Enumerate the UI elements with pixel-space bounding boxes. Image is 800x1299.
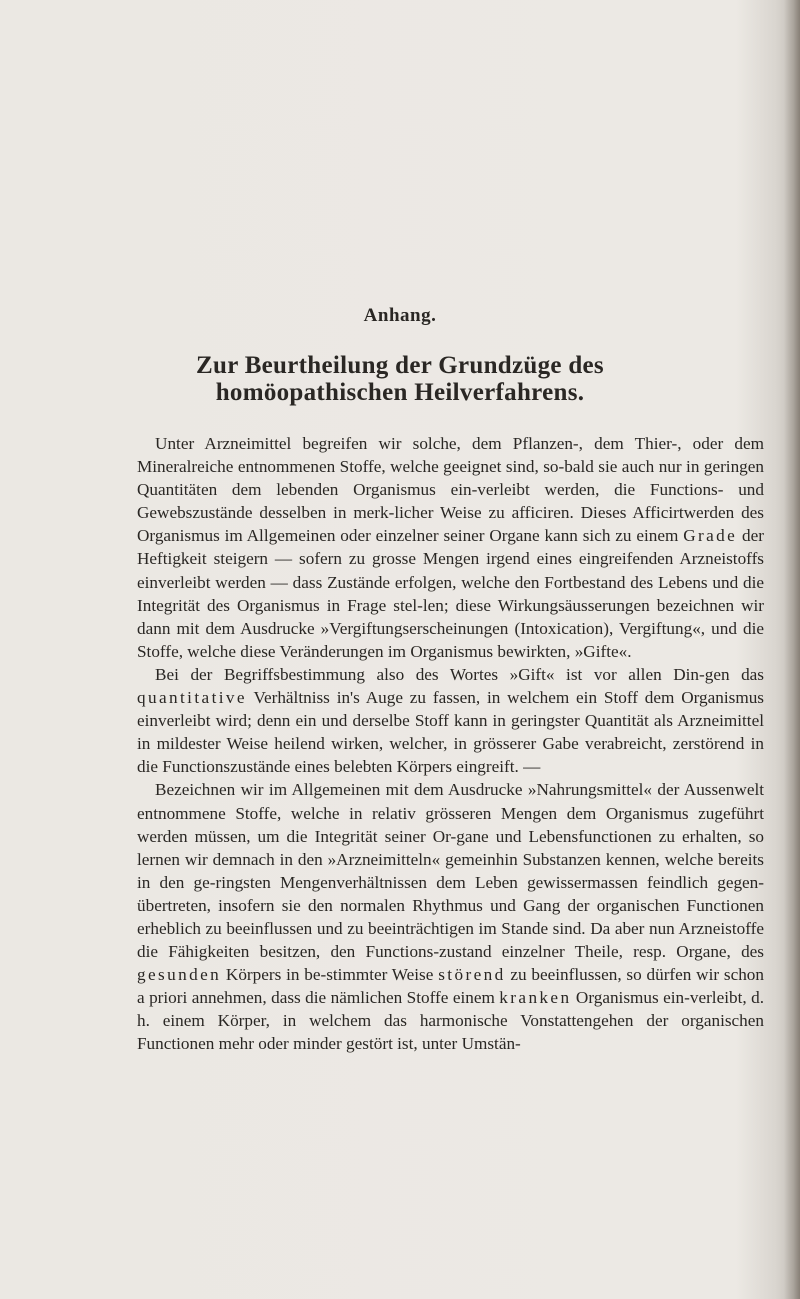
paragraph-3-text-1: Bezeichnen wir im Allgemeinen mit dem Ausdrucke »Nahrungsmittel« der Aussenwelt entnommene Stoffe, welche in relativ grösseren Mengen dem Organismus zugeführt werden müssen, um die Integrität seiner Or-gane und Lebensfunctionen zu erhalten, so lernen wir demnach in den »Arzneimitteln« gemeinhin Substanzen kennen, welche bereits in den ge-ringsten Mengenverhältnissen dem Leben gewissermassen feindlich gegen-übertreten, insofern sie den normalen Rhythmus und Gang der organischen Functionen erheblich zu beeinflussen und zu beeinträchtigen im Stande sind. Da aber nun Arzneistoffe die Fähigkeiten besitzen, den Functions-zustand einzelner Theile, resp. Organe, des bbox=[137, 780, 764, 962]
paragraph-1-emphasis-1: Grade bbox=[683, 526, 738, 546]
paragraph-3-emphasis-3: kranken bbox=[499, 988, 572, 1008]
paragraph-3-emphasis-1: gesunden bbox=[137, 965, 222, 985]
paragraph-3 bbox=[137, 778, 764, 1055]
page-edge-shadow bbox=[784, 0, 800, 1299]
body-text bbox=[137, 432, 764, 1056]
paragraph-1 bbox=[137, 432, 764, 663]
page-title: Zur Beurtheilung der Grundzüge des homöopathischen Heilverfahrens. bbox=[196, 352, 604, 406]
paragraph-1-text-2: der Heftigkeit steigern — sofern zu grosse Mengen irgend eines eingreifenden Arzneistoffs einverleibt werden — dass Zustände erfolgen, welche den Fortbestand des Lebens und die Integrität des Organismus in Frage stel-len; diese Wirkungsäusserungen bezeichnen wir dann mit dem Ausdrucke »Vergiftungserscheinungen (Intoxication), Vergiftung«, und die Stoffe, welche diese Veränderungen im Organismus bewirkten, »Gifte«. bbox=[137, 526, 764, 661]
paragraph-3-emphasis-2: störend bbox=[438, 965, 506, 985]
paragraph-3-text-3: zu beeinflussen, so dürfen wir schon a priori annehmen, dass die nämlichen Stoffe einem bbox=[137, 965, 764, 1008]
section-label: Anhang. bbox=[363, 305, 437, 326]
paragraph-1-text-1: Unter Arzneimittel begreifen wir solche, dem Pflanzen-, dem Thier-, oder dem Mineralreiche entnommenen Stoffe, welche geeignet sind, so-bald sie auch nur in geringen Quantitäten dem lebenden Organismus ein-verleibt werden, die Functions- und Gewebszustände desselben in merk-licher Weise zu afficiren. Dieses Afficirtwerden des Organismus im Allgemeinen oder einzelner seiner Organe kann sich zu einem bbox=[137, 434, 764, 546]
paragraph-2-text-1: Bei der Begriffsbestimmung also des Wortes »Gift« ist vor allen Din-gen das bbox=[155, 664, 764, 684]
paragraph-3-text-2: Körpers in be-stimmter Weise bbox=[221, 965, 439, 985]
paragraph-2-emphasis-1: quantitative bbox=[137, 688, 247, 708]
paragraph-2-text-2: Verhältniss in's Auge zu fassen, in welchem ein Stoff dem Organismus einverleibt wird; denn ein und derselbe Stoff kann in geringster Quantität als Arzneimittel in mildester Weise heilend wirken, welcher, in grösserer Gabe verabreicht, zerstörend in die Functionszustände eines belebten Körpers eingreift. — bbox=[137, 688, 764, 777]
paragraph-3-text-4: Organismus ein-verleibt, d. h. einem Körper, in welchem das harmonische Vonstattengehen der organischen Functionen mehr oder minder gestört ist, unter Umstän- bbox=[137, 988, 764, 1054]
paragraph-2 bbox=[137, 663, 764, 778]
